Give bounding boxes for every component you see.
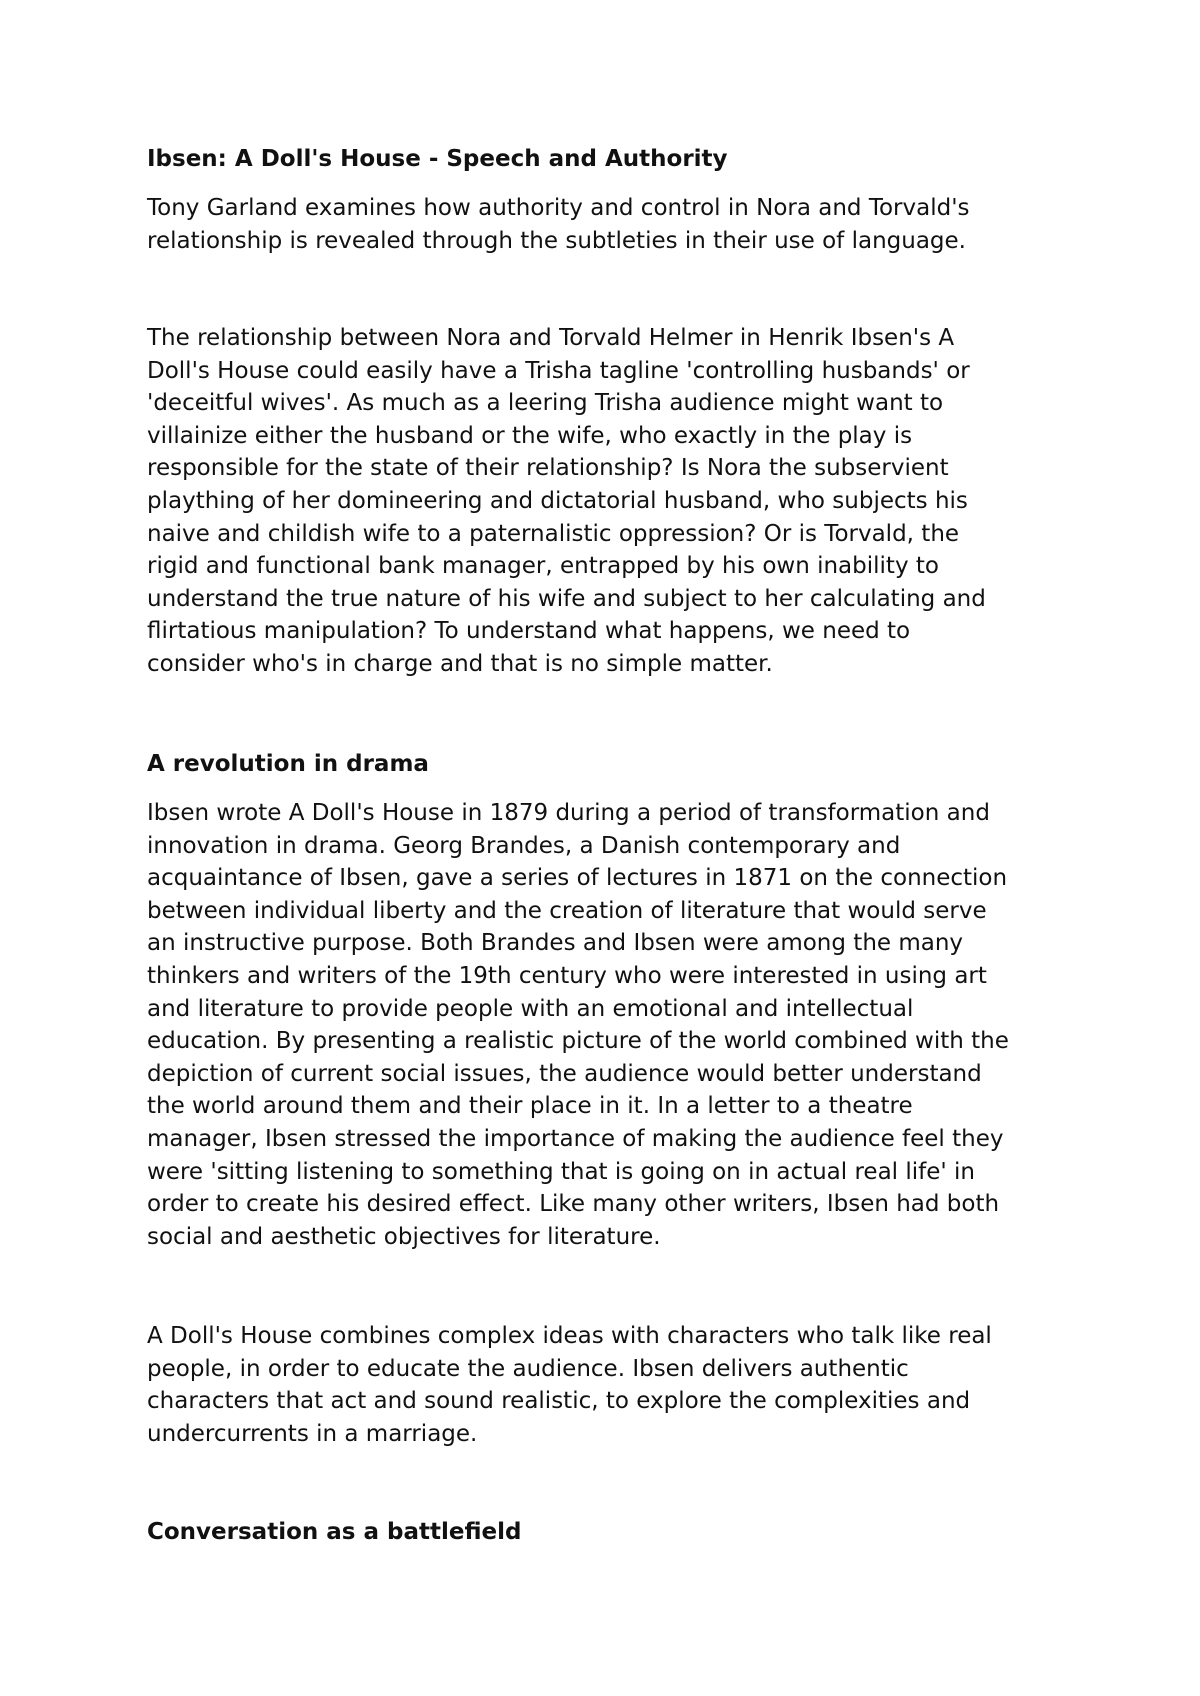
paragraph-line: order to create his desired effect. Like many other writers, Ibsen had both	[147, 1191, 1000, 1218]
paragraph-line: characters that act and sound realistic, to explore the complexities and	[147, 1388, 971, 1415]
paragraph-line: 'deceitful wives'. As much as a leering Trisha audience might want to	[147, 390, 944, 417]
paragraph-line: flirtatious manipulation? To understand what happens, we need to	[147, 618, 911, 645]
paragraph-line: education. By presenting a realistic picture of the world combined with the	[147, 1028, 1009, 1055]
paragraph-line: responsible for the state of their relationship? Is Nora the subservient	[147, 455, 949, 482]
paragraph-line: acquaintance of Ibsen, gave a series of lectures in 1871 on the connection	[147, 865, 1008, 892]
paragraph-line: naive and childish wife to a paternalistic oppression? Or is Torvald, the	[147, 520, 960, 547]
paragraph-line: the world around them and their place in it. In a letter to a theatre	[147, 1093, 913, 1120]
paragraph-line: thinkers and writers of the 19th century who were interested in using art	[147, 962, 987, 989]
paragraph-dolls-house	[147, 1320, 1067, 1450]
paragraph-line: people, in order to educate the audience. Ibsen delivers authentic	[147, 1355, 909, 1382]
paragraph-line: were 'sitting listening to something that is going on in actual real life' in	[147, 1158, 975, 1185]
paragraph-line: undercurrents in a marriage.	[147, 1420, 478, 1447]
paragraph-line: social and aesthetic objectives for literature.	[147, 1223, 661, 1250]
document-title: Ibsen: A Doll's House - Speech and Authority	[147, 146, 728, 172]
paragraph-revolution	[147, 797, 1067, 1253]
paragraph-line: Doll's House could easily have a Trisha tagline 'controlling husbands' or	[147, 357, 970, 384]
paragraph-line: plaything of her domineering and dictatorial husband, who subjects his	[147, 487, 968, 514]
paragraph-line: understand the true nature of his wife and subject to her calculating and	[147, 585, 986, 612]
paragraph-line: depiction of current social issues, the audience would better understand	[147, 1060, 982, 1087]
intro-line: Tony Garland examines how authority and control in Nora and Torvald's	[147, 195, 970, 221]
paragraph-line: The relationship between Nora and Torvald Helmer in Henrik Ibsen's A	[147, 325, 955, 351]
section-heading-conversation: Conversation as a battlefield	[147, 1519, 522, 1545]
paragraph-line: innovation in drama. Georg Brandes, a Danish contemporary and	[147, 832, 901, 859]
paragraph-line: consider who's in charge and that is no simple matter.	[147, 650, 773, 677]
paragraph-line: an instructive purpose. Both Brandes and Ibsen were among the many	[147, 930, 964, 957]
intro-line: relationship is revealed through the subtleties in their use of language.	[147, 227, 966, 254]
paragraph-line: rigid and functional bank manager, entrapped by his own inability to	[147, 553, 939, 580]
section-heading-revolution: A revolution in drama	[147, 751, 429, 777]
intro-paragraph	[147, 192, 1067, 257]
paragraph-line: Ibsen wrote A Doll's House in 1879 during a period of transformation and	[147, 800, 990, 826]
paragraph-relationship	[147, 322, 1067, 681]
paragraph-line: and literature to provide people with an emotional and intellectual	[147, 995, 914, 1022]
paragraph-line: villainize either the husband or the wife, who exactly in the play is	[147, 422, 913, 449]
paragraph-line: manager, Ibsen stressed the importance of making the audience feel they	[147, 1125, 1004, 1152]
paragraph-line: between individual liberty and the creation of literature that would serve	[147, 897, 987, 924]
paragraph-line: A Doll's House combines complex ideas with characters who talk like real	[147, 1323, 992, 1349]
